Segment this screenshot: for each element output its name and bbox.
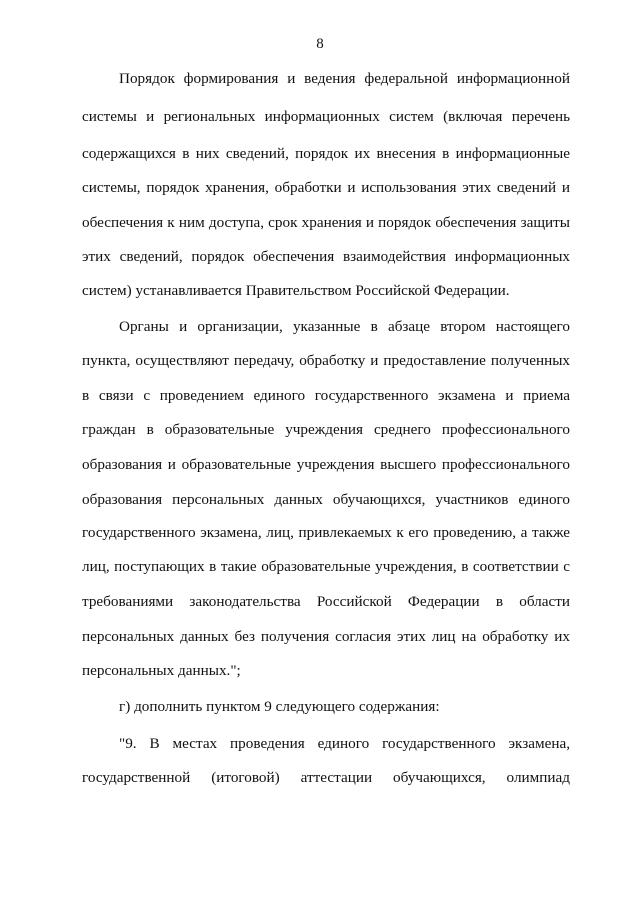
paragraph-2-line-3: в связи с проведением единого государственного экзамена и приема xyxy=(82,387,570,404)
paragraph-1-line-1: Порядок формирования и ведения федеральной информационной xyxy=(119,70,570,87)
paragraph-1-line-5: обеспечения к ним доступа, срок хранения и порядок обеспечения защиты xyxy=(82,214,570,231)
paragraph-1-line-6: этих сведений, порядок обеспечения взаимодействия информационных xyxy=(82,248,570,265)
page-number: 8 xyxy=(316,36,324,52)
paragraph-4-line-1: "9. В местах проведения единого государственного экзамена, xyxy=(119,735,570,752)
paragraph-2-line-8: лиц, поступающих в такие образовательные учреждения, в соответствии с xyxy=(82,558,570,575)
paragraph-2-line-1: Органы и организации, указанные в абзаце втором настоящего xyxy=(119,318,570,335)
paragraph-1-line-4: системы, порядок хранения, обработки и использования этих сведений и xyxy=(82,179,570,196)
paragraph-2-line-6: образования персональных данных обучающихся, участников единого xyxy=(82,491,570,508)
paragraph-2-line-9: требованиями законодательства Российской Федерации в области xyxy=(82,593,570,610)
paragraph-1-line-2: системы и региональных информационных систем (включая перечень xyxy=(82,108,570,125)
paragraph-1-line-3: содержащихся в них сведений, порядок их внесения в информационные xyxy=(82,145,570,162)
paragraph-2-line-7: государственного экзамена, лиц, привлекаемых к его проведению, а также xyxy=(82,524,570,541)
paragraph-3-line-1: г) дополнить пунктом 9 следующего содержания: xyxy=(119,698,440,715)
paragraph-2-line-10: персональных данных без получения согласия этих лиц на обработку их xyxy=(82,628,570,645)
paragraph-2-line-11: персональных данных."; xyxy=(82,662,241,679)
paragraph-4-line-2: государственной (итоговой) аттестации обучающихся, олимпиад xyxy=(82,769,570,786)
paragraph-2-line-4: граждан в образовательные учреждения среднего профессионального xyxy=(82,421,570,438)
paragraph-1-line-7: систем) устанавливается Правительством Российской Федерации. xyxy=(82,282,510,299)
paragraph-2-line-2: пункта, осуществляют передачу, обработку и предоставление полученных xyxy=(82,352,570,369)
paragraph-2-line-5: образования и образовательные учреждения высшего профессионального xyxy=(82,456,570,473)
